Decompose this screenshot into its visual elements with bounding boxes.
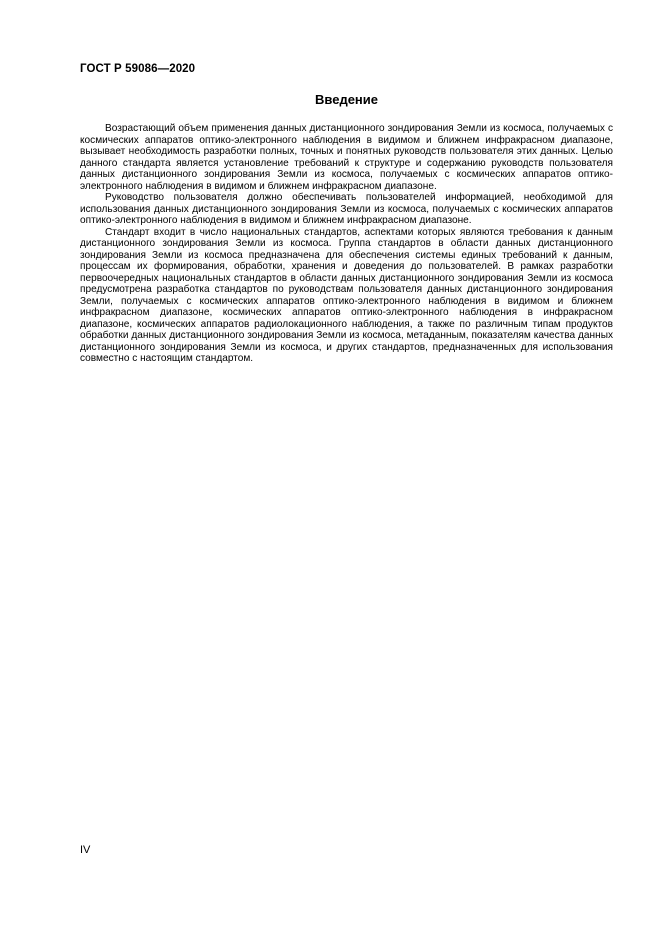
paragraph-user-guide: Руководство пользователя должно обеспечивать пользователей информацией, необходимой для использования данных дистанционного зондирования Земли из космоса, получаемых с космических аппаратов оптико-электронного наблюдения в видимом и ближнем инфракрасном диапазоне. bbox=[80, 192, 613, 226]
page-number: IV bbox=[80, 844, 91, 856]
body-text bbox=[80, 123, 613, 365]
paragraph-purpose: Возрастающий объем применения данных дистанционного зондирования Земли из космоса, получаемых с космических аппаратов оптико-электронного наблюдения в видимом и ближнем инфракрасном диапазоне, вызывает необходимость разработки полных, точных и понятных руководств пользователя этих данных. Целью данного стандарта является установление требований к структуре и содержанию руководств пользователя данных дистанционного зондирования Земли из космоса, получаемых с космических аппаратов оптико-электронного наблюдения в видимом и ближнем инфракрасном диапазоне. bbox=[80, 123, 613, 192]
document-code: ГОСТ Р 59086—2020 bbox=[80, 63, 196, 75]
paragraph-standards-group: Стандарт входит в число национальных стандартов, аспектами которых являются требования к данным дистанционного зондирования Земли из космоса. Группа стандартов в области данных дистанционного зондирования Земли из космоса предназначена для обеспечения системы единых требований к данным, процессам их формирования, обработки, хранения и доведения до пользователей. В рамках разработки первоочередных национальных стандартов в области данных дистанционного зондирования Земли из космоса предусмотрена разработка стандартов по руководствам пользователя данных дистанционного зондирования Земли, получаемых с космических аппаратов оптико-электронного наблюдения в видимом и ближнем инфракрасном диапазоне, космических аппаратов оптико-электронного наблюдения в инфракрасном диапазоне, космических аппаратов радиолокационного наблюдения, а также по различным типам продуктов обработки данных дистанционного зондирования Земли из космоса, метаданным, показателям качества данных дистанционного зондирования Земли из космоса, и других стандартов, предназначенных для использования совместно с настоящим стандартом. bbox=[80, 226, 613, 364]
section-title: Введение bbox=[315, 92, 378, 107]
